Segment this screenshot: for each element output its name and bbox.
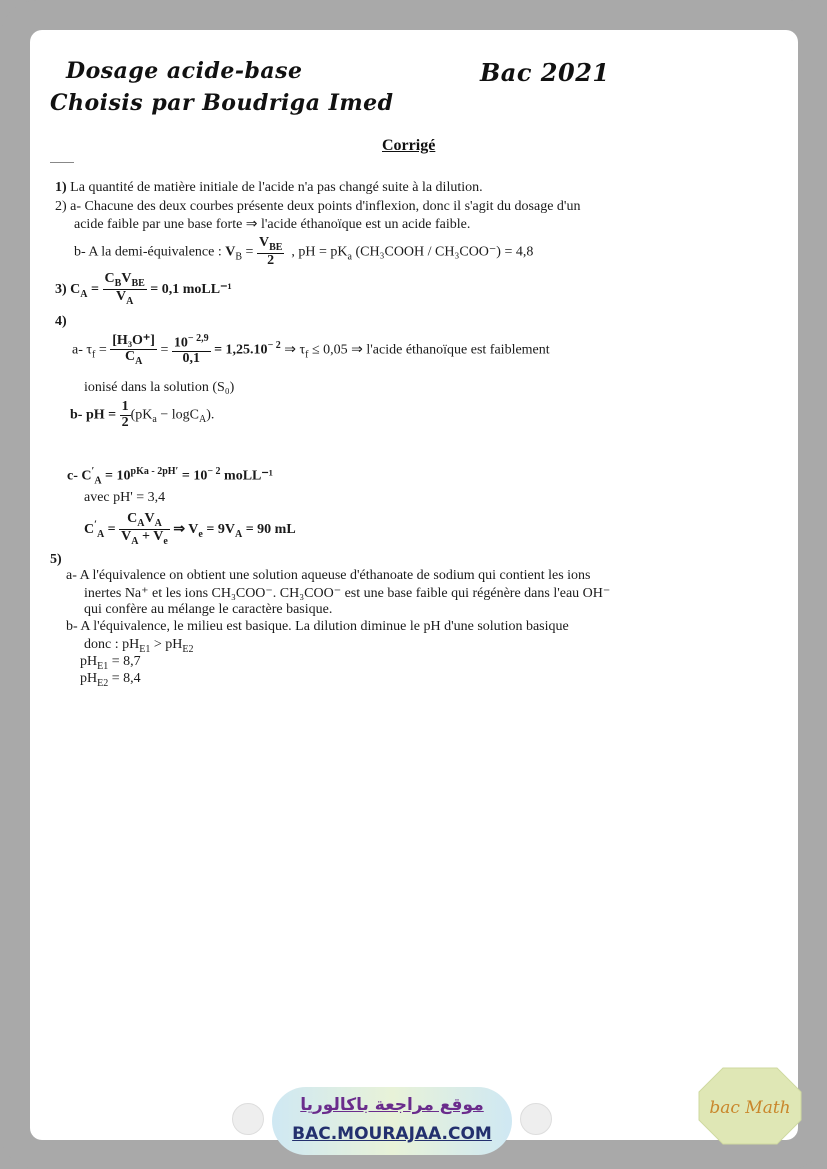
q5-number: 5) — [50, 552, 62, 567]
q2-b-rest-sub: a — [347, 251, 352, 263]
q3 — [55, 272, 232, 308]
site-banner-arabic[interactable]: موقع مراجعة باكالوريا — [300, 1095, 484, 1115]
q3-ca: C — [70, 282, 81, 298]
q4-a-eq2: = — [156, 342, 172, 358]
q4-c2 — [84, 512, 296, 548]
q4-c2-eq: = — [104, 522, 120, 538]
q2-b-fraction — [257, 236, 284, 269]
q5-a-line3: qui confère au mélange le caractère basique. — [84, 602, 333, 617]
q1-text: La quantité de matière initiale de l'acide n'a pas changé suite à la dilution. — [70, 180, 483, 195]
q4-a-impl: ⇒ τ — [280, 342, 306, 358]
q4-a-den-sub: A — [135, 355, 143, 367]
q2-b-label: b- A la demi-équivalence : — [74, 244, 226, 260]
q5-b-line3-sub: E1 — [97, 660, 109, 672]
q4-c2-ca: C — [84, 522, 95, 538]
q4-a-impl-sub: f — [305, 349, 309, 361]
q5-b-line2-b: > pH — [150, 637, 183, 652]
q4-c2-num: C — [127, 511, 138, 526]
q5-a-line1: a- A l'équivalence on obtient une solution aqueuse d'éthanoate de sodium qui contient les ions — [66, 568, 591, 583]
q3-num-sub: B — [114, 277, 122, 289]
q1-number: 1) — [55, 180, 67, 195]
q2-b-num-sub: BE — [269, 241, 283, 253]
q4-c2-den-sub: A — [131, 536, 139, 548]
q3-den: V — [115, 289, 127, 305]
q5-b-line2b-sub: E2 — [182, 643, 194, 655]
q4-a-sub: f — [92, 349, 96, 361]
site-logo-left-icon — [232, 1103, 264, 1135]
q4-a-result: = 1,25.10 — [210, 342, 268, 358]
q3-fraction — [103, 272, 147, 308]
q4-c-avec: avec pH' = 3,4 — [84, 490, 166, 505]
q5-b-line4-b: = 8,4 — [108, 671, 141, 686]
q2-b-num: V — [258, 235, 270, 250]
q4-c2-num-sub: A — [137, 517, 145, 529]
q4-b-rest2: − logC — [156, 407, 199, 423]
q4-c-sub: A — [94, 475, 102, 487]
q2-b-den: 2 — [267, 253, 275, 269]
q4-b-rest3: ). — [206, 407, 215, 423]
q1 — [55, 180, 483, 196]
q4-c-sup2: − 2 — [207, 466, 221, 477]
q3-result: = 0,1 moLL⁻¹ — [146, 282, 232, 298]
q2-a-line1: 2) a- Chacune des deux courbes présente deux points d'inflexion, donc il s'agit du dosage d'un — [55, 199, 581, 214]
q4-c-eq2: = 10 — [178, 468, 208, 484]
header-author: Choisis par Boudriga Imed — [50, 90, 394, 116]
q2-b-vb-sub: B — [235, 251, 243, 263]
q4-a-den: C — [124, 348, 136, 364]
q4-c-prime: ′ — [91, 466, 95, 477]
site-banner-url[interactable]: BAC.MOURAJAA.COM — [292, 1124, 492, 1144]
q4-c-sup: pKa - 2pH′ — [130, 466, 179, 477]
q5-b-line2-sub: E1 — [139, 643, 151, 655]
site-banner[interactable] — [272, 1087, 512, 1155]
divider — [50, 162, 74, 163]
q5-a-line2: inertes Na⁺ et les ions CH₃COO⁻. CH₃COO⁻ est une base faible qui régénère dans l'eau OH⁻ — [84, 586, 611, 601]
q5-b-line3 — [80, 654, 141, 672]
q4-c2-result: = 90 mL — [242, 522, 296, 538]
site-logo-right-icon — [520, 1103, 552, 1135]
q5-b-line4-sub: E2 — [97, 677, 109, 689]
q5-b-line2-a: donc : pH — [84, 637, 140, 652]
q3-num: C — [104, 271, 115, 286]
q4-c-label: c- C — [67, 468, 92, 484]
header-topic: Dosage acide-base — [66, 58, 303, 84]
q4-a-fraction2 — [172, 334, 211, 367]
q2-b — [74, 236, 533, 269]
q4-c2-fraction — [119, 512, 170, 548]
q2-b-pair: (CH₃COOH / CH₃COO⁻) = 4,8 — [351, 244, 534, 260]
q2-a-line2: acide faible par une base forte ⇒ l'acide éthanoïque est un acide faible. — [74, 217, 471, 232]
q4-c2-impl: ⇒ V — [169, 522, 199, 538]
q3-num2-sub: BE — [131, 277, 145, 289]
q5-b-line4 — [80, 671, 141, 689]
q4-a-eq: = — [95, 342, 111, 358]
q4-b-num: 1 — [121, 399, 129, 414]
q5-b-line3-b: = 8,7 — [108, 654, 141, 669]
q3-den-sub: A — [126, 296, 134, 308]
q4-c — [67, 466, 273, 486]
q4-c-eq: = 10 — [101, 468, 131, 484]
q4-c2-prime: ′ — [94, 519, 97, 531]
header-year: Bac 2021 — [480, 58, 610, 87]
q4-c2-sub: A — [96, 528, 105, 540]
q5-b-line1: b- A l'équivalence, le milieu est basique. La dilution diminue le pH d'une solution basique — [66, 619, 569, 634]
q4-c2-impl-sub: e — [198, 528, 203, 540]
q4-number: 4) — [55, 314, 67, 329]
doc-title: Corrigé — [382, 137, 436, 154]
q4-a-num2: 10 — [173, 335, 188, 351]
q4-c2-den: V — [121, 529, 132, 545]
badge-text: bac Math — [709, 1098, 791, 1118]
bac-math-badge — [697, 1066, 803, 1146]
q4-a — [72, 334, 550, 367]
q3-number: 3) — [55, 282, 71, 298]
q2-b-vb: V — [225, 244, 236, 260]
q4-a-result-sup: − 2 — [267, 340, 281, 352]
q4-a-den2: 0,1 — [182, 351, 200, 367]
q5-b-line4-a: pH — [80, 671, 98, 686]
q2-b-eq: = — [242, 244, 257, 260]
q4-a-fraction1 — [110, 334, 157, 367]
q3-eq: = — [87, 282, 103, 298]
q3-num2: V — [121, 271, 132, 286]
q4-b-den: 2 — [121, 414, 129, 430]
q4-a-label: a- τ — [72, 342, 93, 358]
q5-b-line3-a: pH — [80, 654, 98, 669]
q4-b-rest2-sub: A — [198, 414, 207, 426]
q4-b-rest-sub: a — [152, 414, 157, 426]
q4-b-rest: (pK — [130, 407, 153, 423]
q5-b-line2 — [84, 637, 193, 655]
q4-c2-impl2: = 9V — [202, 522, 235, 538]
q4-c2-num2: V — [144, 511, 155, 526]
q4-c2-den2-sub: e — [163, 536, 168, 548]
q4-b-label: b- pH = — [70, 407, 120, 423]
q4-a-impl2: ≤ 0,05 ⇒ l'acide éthanoïque est faiblement — [308, 342, 550, 358]
q4-a-num: [H₃O⁺] — [112, 333, 155, 349]
q4-a-num2-sup: − 2,9 — [187, 333, 209, 344]
q4-c2-num2-sub: A — [154, 517, 162, 529]
q4-b — [70, 400, 214, 430]
q4-c2-den2: + V — [138, 529, 164, 545]
q4-c2-impl2-sub: A — [234, 528, 243, 540]
q4-c-unit: moLL⁻¹ — [220, 468, 273, 484]
q4-a-line2: ionisé dans la solution (S₀) — [84, 380, 235, 395]
q2-b-rest: , pH = pK — [291, 244, 348, 260]
q4-b-fraction — [120, 400, 131, 430]
q3-ca-sub: A — [80, 288, 88, 300]
